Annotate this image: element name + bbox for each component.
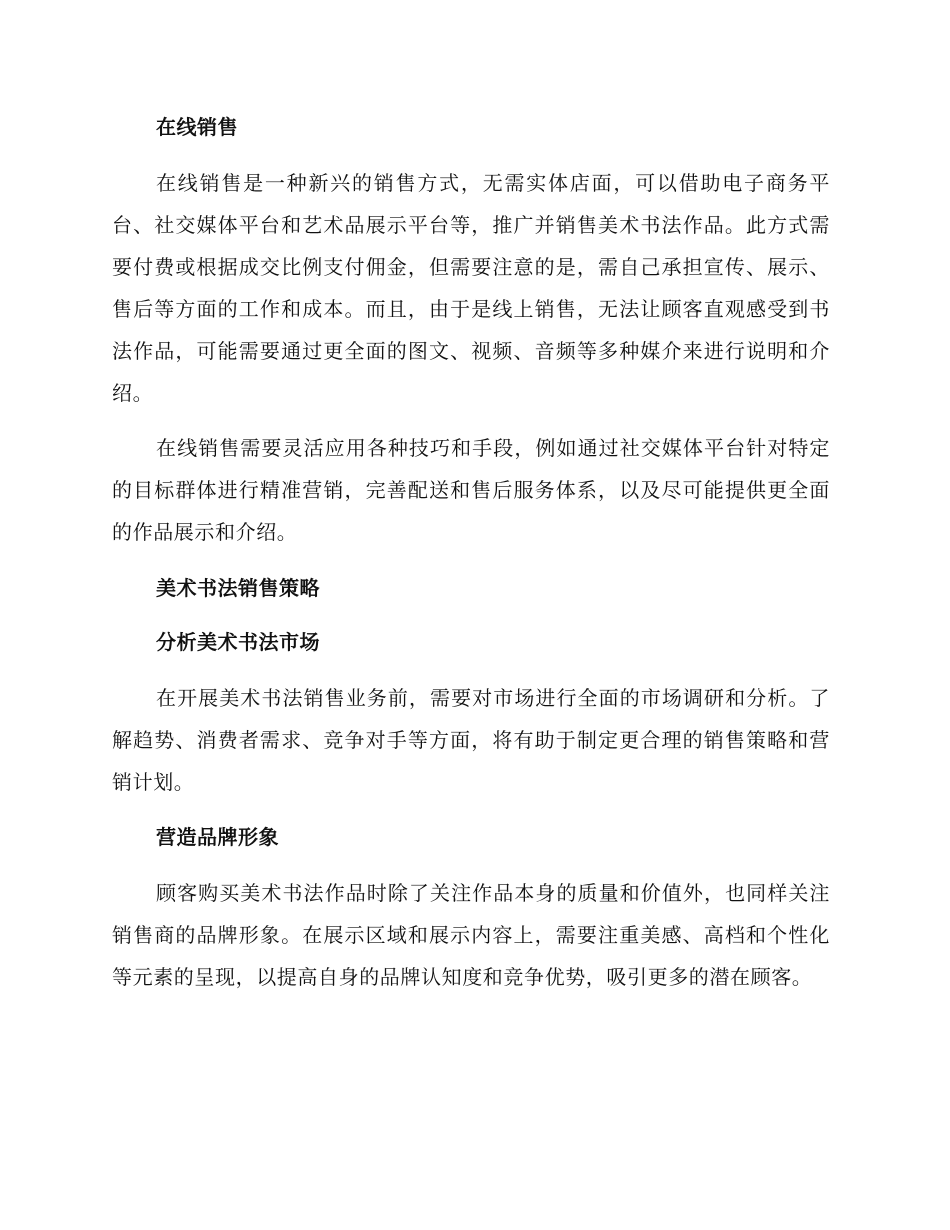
section-heading-online-sales: 在线销售: [156, 115, 238, 139]
paragraph-brand-image: 顾客购买美术书法作品时除了关注作品本身的质量和价值外，也同样关注销售商的品牌形象。在展示区域和展示内容上，需要注重美感、高档和个性化等元素的呈现，以提高自身的品牌认知度和竞争优势，吸引更多的潜在顾客。: [112, 881, 830, 989]
paragraph-online-sales-intro: 在线销售是一种新兴的销售方式，无需实体店面，可以借助电子商务平台、社交媒体平台和艺术品展示平台等，推广并销售美术书法作品。此方式需要付费或根据成交比例支付佣金，但需要注意的是，需自己承担宣传、展示、售后等方面的工作和成本。而且，由于是线上销售，无法让顾客直观感受到书法作品，可能需要通过更全面的图文、视频、音频等多种媒介来进行说明和介绍。: [112, 171, 830, 405]
section-heading-market-analysis: 分析美术书法市场: [156, 630, 320, 654]
section-heading-sales-strategy: 美术书法销售策略: [156, 576, 320, 600]
section-heading-brand-image: 营造品牌形象: [156, 825, 279, 849]
paragraph-market-analysis: 在开展美术书法销售业务前，需要对市场进行全面的市场调研和分析。了解趋势、消费者需求、竞争对手等方面，将有助于制定更合理的销售策略和营销计划。: [112, 686, 830, 794]
paragraph-online-sales-techniques: 在线销售需要灵活应用各种技巧和手段，例如通过社交媒体平台针对特定的目标群体进行精准营销，完善配送和售后服务体系，以及尽可能提供更全面的作品展示和介绍。: [112, 436, 830, 544]
